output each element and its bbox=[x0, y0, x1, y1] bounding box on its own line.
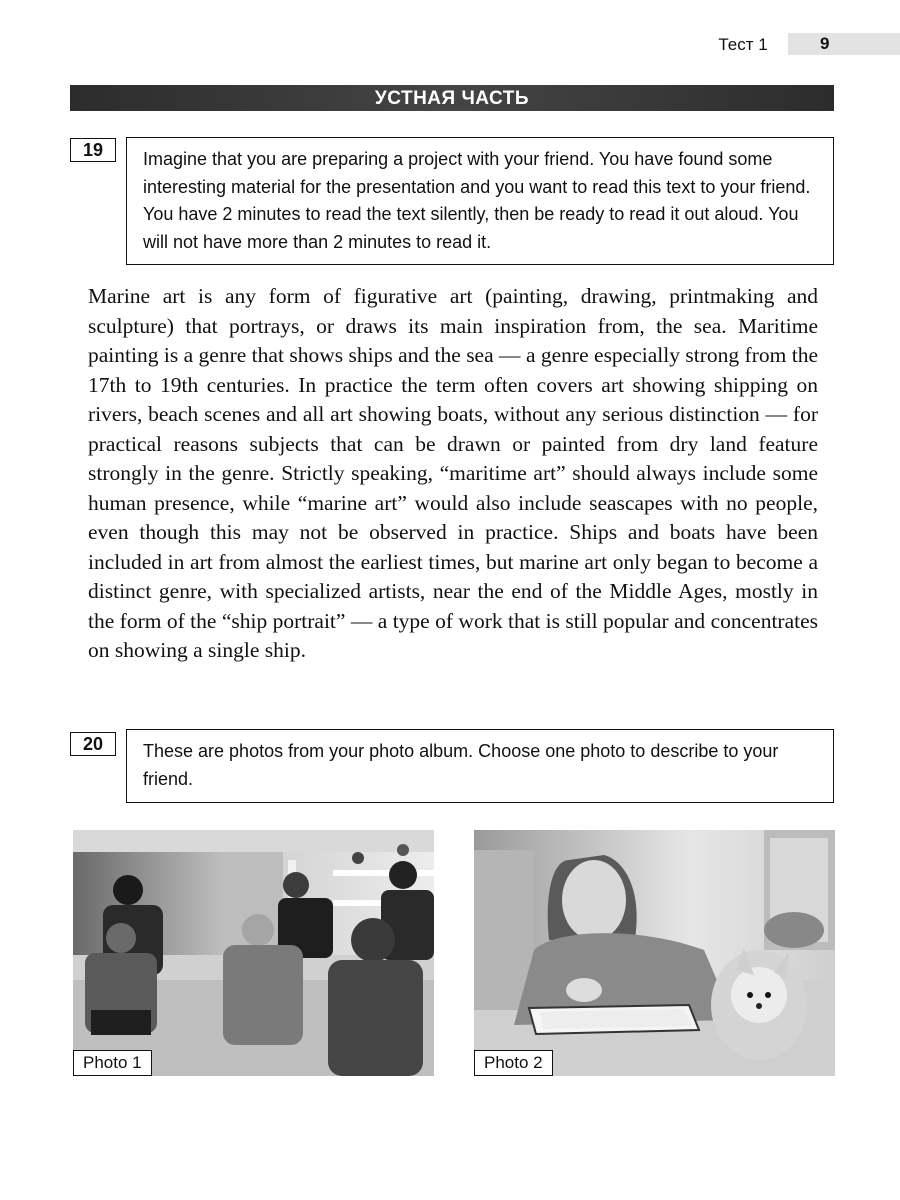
photo-1 bbox=[73, 830, 434, 1076]
page-number: 9 bbox=[788, 33, 900, 55]
test-label: Тест 1 bbox=[718, 35, 768, 54]
task-19-instruction: Imagine that you are preparing a project with your friend. You have found some interesting material for the presentation and you want to read this text to your friend. You have 2 minutes to read the text silently, then be ready to read it out aloud. You will not have more than 2 minutes to read it. bbox=[126, 137, 834, 265]
page-header bbox=[698, 33, 900, 55]
photo-2-label: Photo 2 bbox=[474, 1050, 553, 1076]
task-19-number: 19 bbox=[70, 138, 116, 162]
task-20-number: 20 bbox=[70, 732, 116, 756]
photo-1-label: Photo 1 bbox=[73, 1050, 152, 1076]
photo-1-image bbox=[73, 830, 434, 1076]
section-title: УСТНАЯ ЧАСТЬ bbox=[70, 85, 834, 111]
photo-2 bbox=[474, 830, 835, 1076]
reading-text: Marine art is any form of figurative art (painting, drawing, printmaking and sculpture) that portrays, or draws its main inspiration from, the sea. Maritime painting is a genre that shows ships and the sea — a genre especially strong from the 17th to 19th centuries. In practice the term often covers art showing shipping on rivers, beach scenes and all art showing boats, without any serious distinction — for practical reasons subjects that can be drawn or painted from dry land feature strongly in the genre. Strictly speaking, “maritime art” should always include some human presence, while “marine art” would also include seascapes with no people, even though this may not be observed in practice. Ships and boats have been included in art from almost the earliest times, but marine art only began to become a distinct genre, with specialized artists, near the end of the Middle Ages, mostly in the form of the “ship portrait” — a type of work that is still popular and concentrates on showing a single ship. bbox=[88, 284, 818, 662]
photo-2-image bbox=[474, 830, 835, 1076]
task-20-instruction: These are photos from your photo album. Choose one photo to describe to your friend. bbox=[126, 729, 834, 803]
